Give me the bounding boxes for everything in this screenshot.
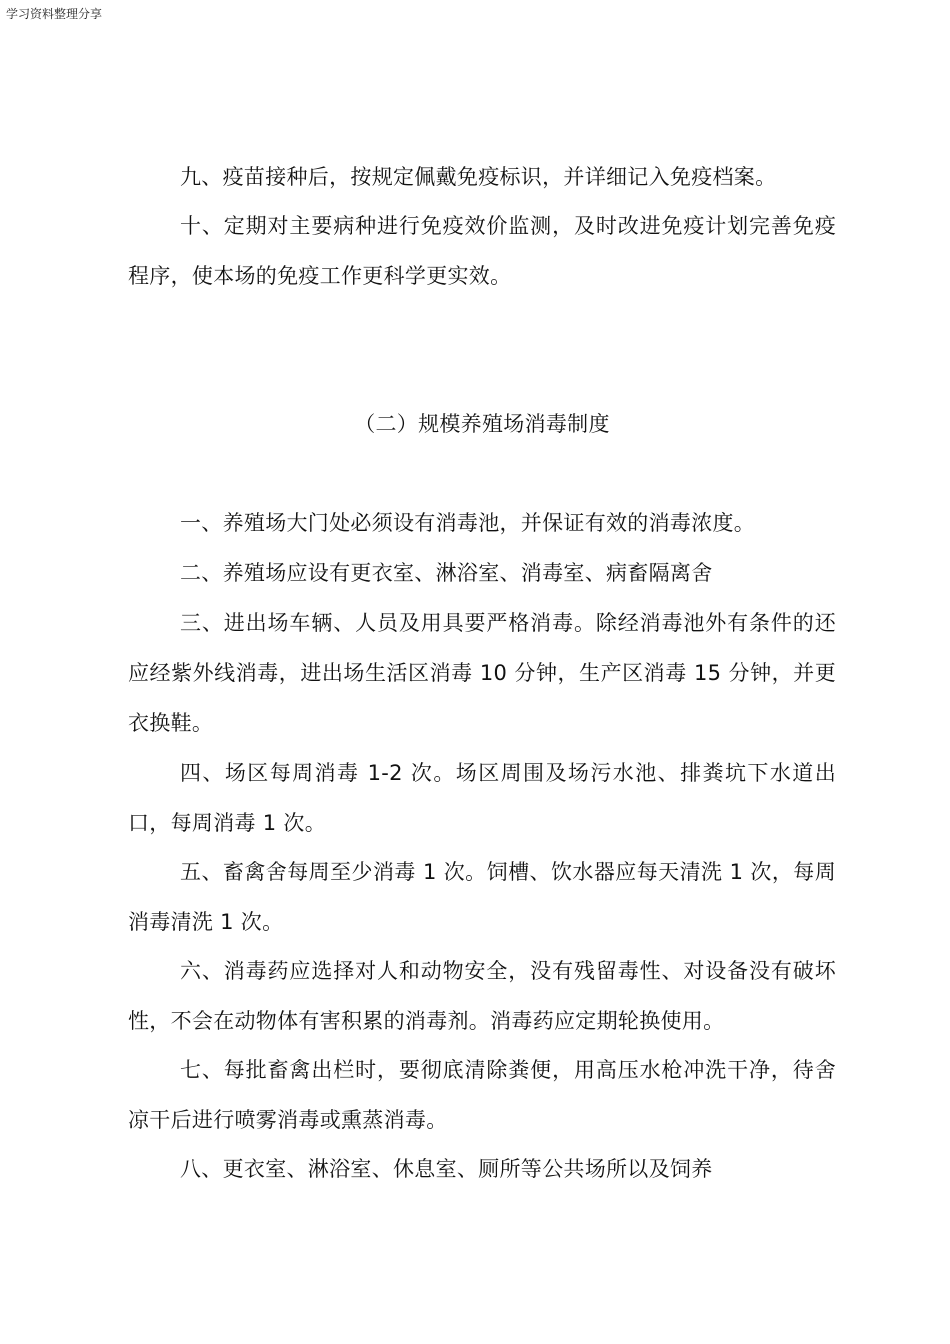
paragraph-1: 一、养殖场大门处必须设有消毒池，并保证有效的消毒浓度。 [180,511,756,535]
paragraph-8: 八、更衣室、淋浴室、休息室、厕所等公共场所以及饲养 [180,1157,713,1181]
paragraph-10: 十、定期对主要病种进行免疫效价监测，及时改进免疫计划完善免疫程序，使本场的免疫工作更科学更实效。 [128,214,836,288]
paragraph-3: 三、进出场车辆、人员及用具要严格消毒。除经消毒池外有条件的还应经紫外线消毒，进出场生活区消毒 10 分钟，生产区消毒 15 分钟，并更衣换鞋。 [128,611,836,735]
paragraph-6: 六、消毒药应选择对人和动物安全，没有残留毒性、对设备没有破坏性，不会在动物体有害积累的消毒剂。消毒药应定期轮换使用。 [128,959,836,1033]
paragraph-4: 四、场区每周消毒 1-2 次。场区周围及场污水池、排粪坑下水道出口，每周消毒 1 次。 [128,761,836,835]
paragraph-5: 五、畜禽舍每周至少消毒 1 次。饲槽、饮水器应每天清洗 1 次，每周消毒清洗 1 次。 [128,860,836,934]
paragraph-7: 七、每批畜禽出栏时，要彻底清除粪便，用高压水枪冲洗干净，待舍凉干后进行喷雾消毒或熏蒸消毒。 [128,1058,836,1132]
paragraph-9: 九、疫苗接种后，按规定佩戴免疫标识，并详细记入免疫档案。 [180,165,777,189]
section-title: （二）规模养殖场消毒制度 [354,412,610,436]
paragraph-2: 二、养殖场应设有更衣室、淋浴室、消毒室、病畜隔离舍 [180,561,713,585]
header-note: 学习资料整理分享 [6,7,103,21]
